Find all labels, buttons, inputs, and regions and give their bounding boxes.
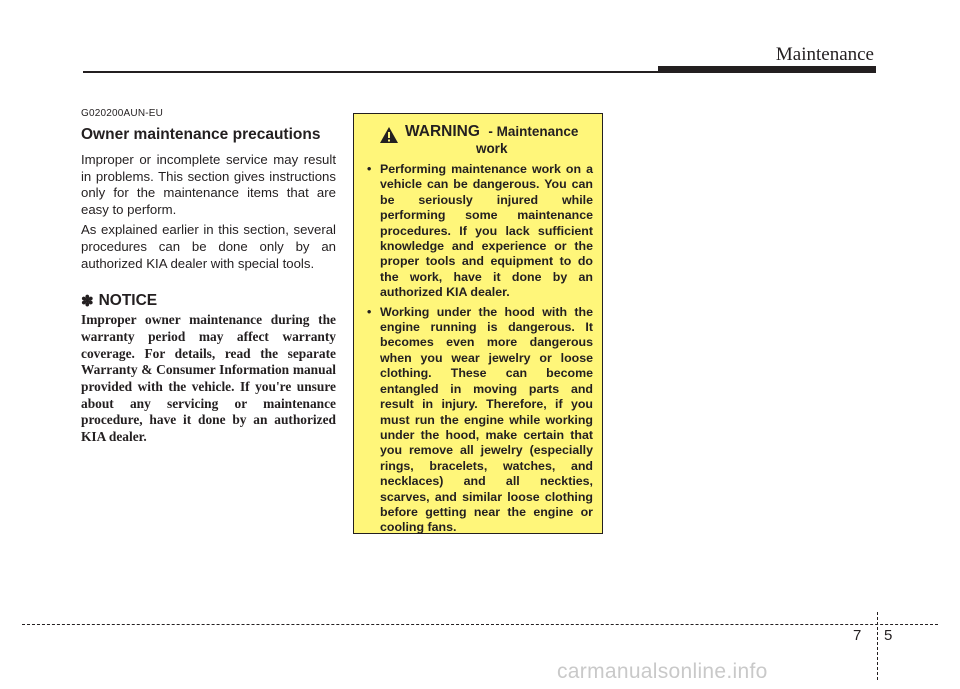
page-number: 5 <box>884 627 893 644</box>
notice-body: Improper owner maintenance during the warranty period may affect warranty coverage. For details, read the separate Warranty & Consumer Information manual provided with the vehicle. If you're unsure about any servicing or maintenance procedure, have it done by an authorized KIA dealer. <box>81 312 336 445</box>
section-code: G020200AUN-EU <box>81 108 164 119</box>
warning-item <box>363 305 593 536</box>
notice-heading <box>81 292 336 310</box>
bullet-icon: • <box>367 304 372 319</box>
section-heading: Owner maintenance precautions <box>81 126 321 143</box>
watermark-text: carmanualsonline.info <box>557 660 768 683</box>
warning-item <box>363 162 593 301</box>
warning-word: WARNING <box>405 123 480 140</box>
warning-item-text: Performing maintenance work on a vehicle can be dangerous. You can be seriously injured while performing some maintenance procedures. If you lack sufficient knowledge and experience or the proper tools and equipment to do the work, have it done by an authorized KIA dealer. <box>380 162 593 300</box>
warning-subject-line2: work <box>475 141 508 156</box>
left-column <box>81 108 336 446</box>
footer-dashed-rule <box>22 624 938 625</box>
section-title: Maintenance <box>775 44 874 65</box>
header-rule-thick <box>658 66 876 73</box>
notice-title: NOTICE <box>98 292 158 310</box>
bullet-icon: • <box>367 162 372 176</box>
warning-box <box>353 113 603 534</box>
notice-mark-icon: ✽ <box>81 293 94 311</box>
paragraph-1: Improper or incomplete service may result in problems. This section gives instructions only for the maintenance items that are easy to perform. <box>81 152 336 217</box>
warning-item-text: Working under the hood with the engine running is dangerous. It becomes even more dangerous when you wear jewelry or loose clothing. These can become entangled in moving parts and result in injury. Therefore, if you must run the engine while working under the hood, make certain that you remove all jewelry (especially rings, bracelets, watches, and necklaces) and all neckties, scarves, and similar loose clothing before getting near the engine or cooling fans. <box>380 304 593 535</box>
warning-list <box>363 162 593 536</box>
warning-triangle-icon <box>379 126 399 144</box>
warning-title-block <box>405 123 578 157</box>
page-chapter-number: 7 <box>853 627 862 644</box>
header-rule-thin <box>83 71 660 73</box>
footer-dashed-divider <box>877 612 878 680</box>
paragraph-2: As explained earlier in this section, several procedures can be done only by an authorized KIA dealer with special tools. <box>81 222 336 271</box>
warning-heading <box>379 123 593 157</box>
warning-subject-line1: - Maintenance <box>488 124 579 139</box>
